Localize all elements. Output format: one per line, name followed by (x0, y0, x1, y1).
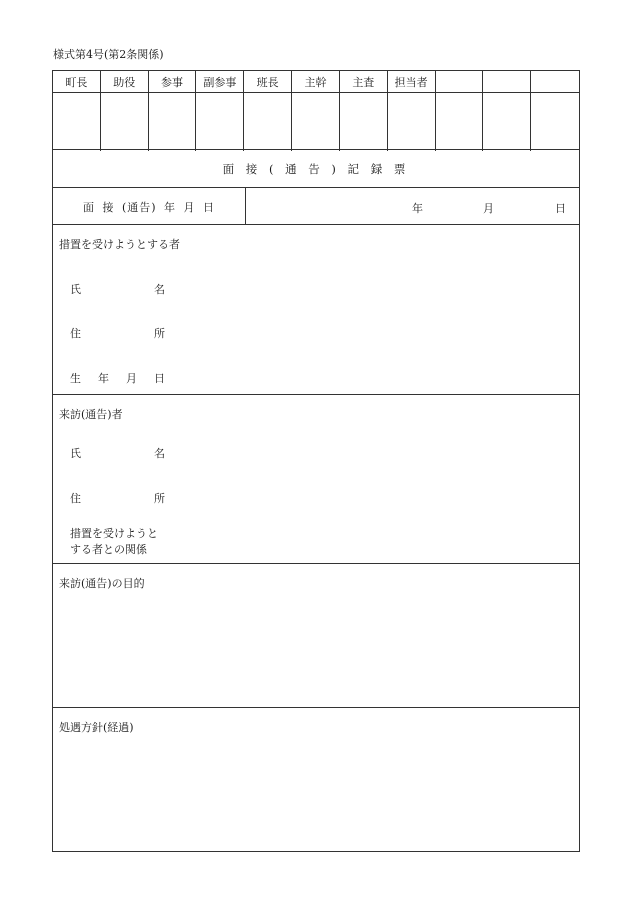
stamp-cell[interactable] (531, 93, 579, 151)
approval-header-cell (483, 71, 531, 92)
form-number-label: 様式第4号(第2条関係) (53, 48, 164, 61)
visitor-section (52, 394, 580, 564)
approval-header-cell: 参事 (149, 71, 197, 92)
stamp-cell[interactable] (149, 93, 197, 151)
policy-section[interactable] (52, 707, 580, 852)
visitor-relation-line-1: 措置を受けようと (70, 527, 158, 540)
visitor-relation-label (70, 526, 158, 558)
approval-header-cell: 副参事 (196, 71, 244, 92)
interview-date-field[interactable] (246, 188, 579, 225)
interview-date-label: 面 接 (通告) 年 月 日 (53, 188, 246, 225)
subject-name-label-1: 氏 (70, 283, 81, 296)
stamp-cell[interactable] (196, 93, 244, 151)
approval-header-cell: 担当者 (388, 71, 436, 92)
stamp-cell[interactable] (388, 93, 436, 151)
stamp-cell[interactable] (53, 93, 101, 151)
purpose-section[interactable] (52, 563, 580, 708)
visitor-relation-line-2: する者との関係 (70, 543, 147, 556)
subject-name-label-2: 名 (154, 283, 165, 296)
subject-heading: 措置を受けようとする者 (59, 238, 180, 251)
approval-header-cell: 助役 (101, 71, 149, 92)
visitor-name-label-2: 名 (154, 447, 165, 460)
stamp-cell[interactable] (436, 93, 484, 151)
stamp-cell[interactable] (101, 93, 149, 151)
stamp-cell[interactable] (483, 93, 531, 151)
approval-header-row (53, 71, 579, 93)
subject-birth-label-4: 日 (154, 372, 165, 385)
subject-birth-label-1: 生 (70, 372, 81, 385)
subject-section (52, 224, 580, 394)
interview-date-row (52, 187, 580, 225)
visitor-address-label-2: 所 (154, 492, 165, 505)
approval-header-cell: 班長 (244, 71, 292, 92)
subject-birth-label-2: 年 (98, 372, 109, 385)
subject-address-label-2: 所 (154, 327, 165, 340)
policy-heading: 処遇方針(経過) (59, 721, 134, 734)
approval-stamp-table (52, 70, 580, 150)
stamp-cell[interactable] (340, 93, 388, 151)
stamp-cell[interactable] (292, 93, 340, 151)
stamp-cell[interactable] (244, 93, 292, 151)
year-unit: 年 (412, 202, 423, 215)
approval-header-cell (436, 71, 484, 92)
approval-header-cell: 町長 (53, 71, 101, 92)
approval-header-cell: 主査 (340, 71, 388, 92)
approval-stamp-row (53, 93, 579, 151)
visitor-heading: 来訪(通告)者 (59, 408, 123, 421)
purpose-heading: 来訪(通告)の目的 (59, 577, 145, 590)
approval-header-cell (531, 71, 579, 92)
visitor-name-label-1: 氏 (70, 447, 81, 460)
approval-header-cell: 主幹 (292, 71, 340, 92)
day-unit: 日 (555, 202, 566, 215)
form-title: 面 接 ( 通 告 ) 記 録 票 (52, 149, 580, 188)
subject-birth-label-3: 月 (126, 372, 137, 385)
visitor-address-label-1: 住 (70, 492, 81, 505)
subject-address-label-1: 住 (70, 327, 81, 340)
month-unit: 月 (483, 202, 494, 215)
